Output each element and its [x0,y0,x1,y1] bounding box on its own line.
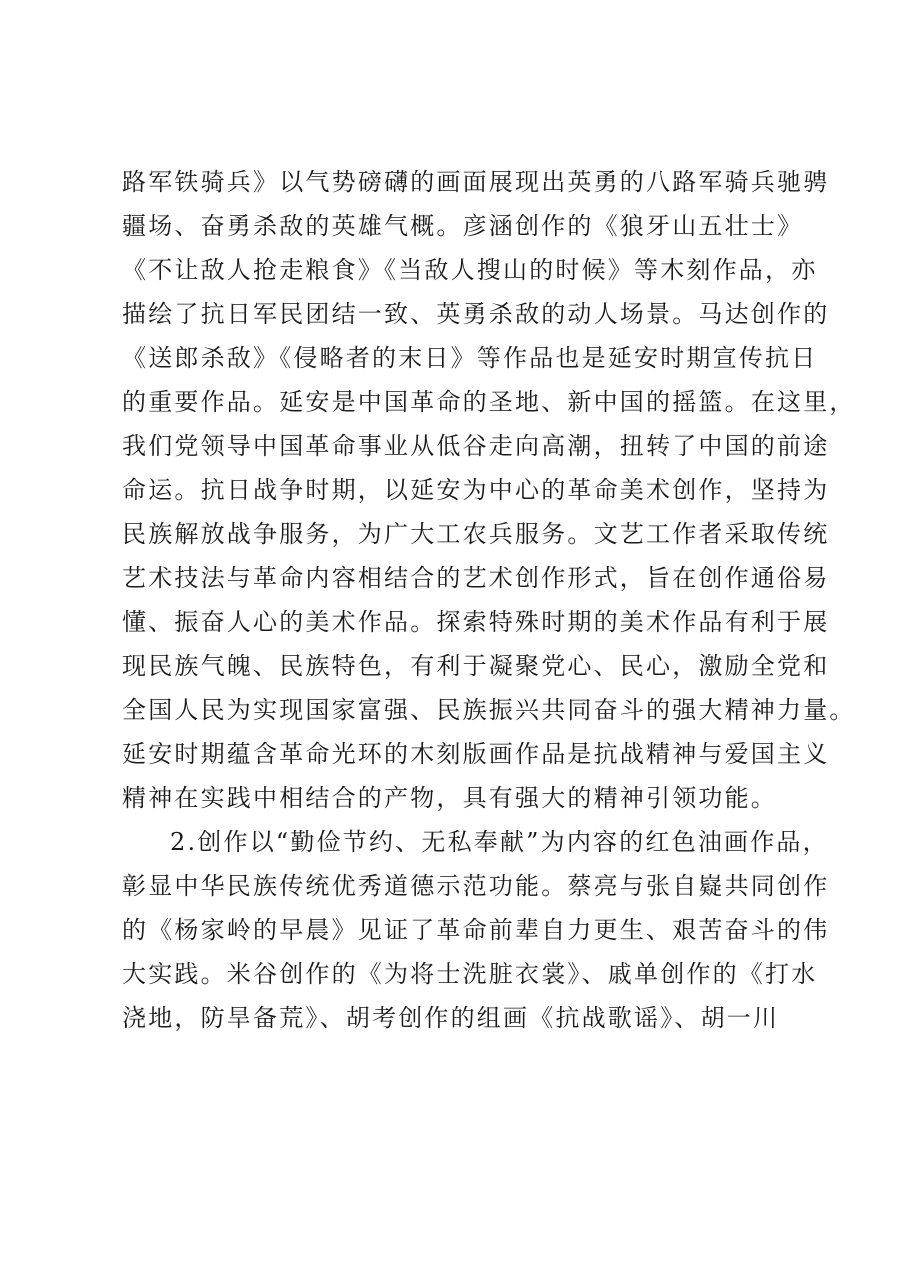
text-line: 《不让敌人抢走粮食》《当敌人搜山的时候》等木刻作品，亦 [122,256,818,284]
paragraph-start-line: 2.创作以“勤俭节约、无私奉献”为内容的红色油画作品， [170,828,829,856]
text-line: 路军铁骑兵》以气势磅礴的画面展现出英勇的八路军骑兵驰骋 [122,168,830,196]
text-line: 精神在实践中相结合的产物，具有强大的精神引领功能。 [122,784,777,812]
text-line: 彰显中华民族传统优秀道德示范功能。蔡亮与张自嶷共同创作 [122,872,830,900]
text-line: 浇地，防旱备荒》、胡考创作的组画《抗战歌谣》、胡一川 [122,1004,780,1032]
text-line: 我们党领导中国革命事业从低谷走向高潮，扭转了中国的前途 [122,432,830,460]
text-line: 《送郎杀敌》《侵略者的末日》等作品也是延安时期宣传抗日 [122,344,818,372]
text-line: 疆场、奋勇杀敌的英雄气概。彦涵创作的《狼牙山五壮士》 [122,212,804,240]
text-line: 命运。抗日战争时期，以延安为中心的革命美术创作，坚持为 [122,476,830,504]
text-line: 全国人民为实现国家富强、民族振兴共同奋斗的强大精神力量。 [122,696,856,724]
text-line: 民族解放战争服务，为广大工农兵服务。文艺工作者采取传统 [122,520,830,548]
body-text [122,160,856,1040]
text-line: 的《杨家岭的早晨》见证了革命前辈自力更生、艰苦奋斗的伟 [122,916,830,944]
text-line: 现民族气魄、民族特色，有利于凝聚党心、民心，激励全党和 [122,652,830,680]
text-line: 描绘了抗日军民团结一致、英勇杀敌的动人场景。马达创作的 [122,300,830,328]
text-line: 懂、振奋人心的美术作品。探索特殊时期的美术作品有利于展 [122,608,830,636]
text-line: 大实践。米谷创作的《为将士洗脏衣裳》、戚单创作的《打水 [122,960,818,988]
text-line: 的重要作品。延安是中国革命的圣地、新中国的摇篮。在这里， [122,388,856,416]
text-line: 艺术技法与革命内容相结合的艺术创作形式，旨在创作通俗易 [122,564,830,592]
text-line: 延安时期蕴含革命光环的木刻版画作品是抗战精神与爱国主义 [122,740,830,768]
